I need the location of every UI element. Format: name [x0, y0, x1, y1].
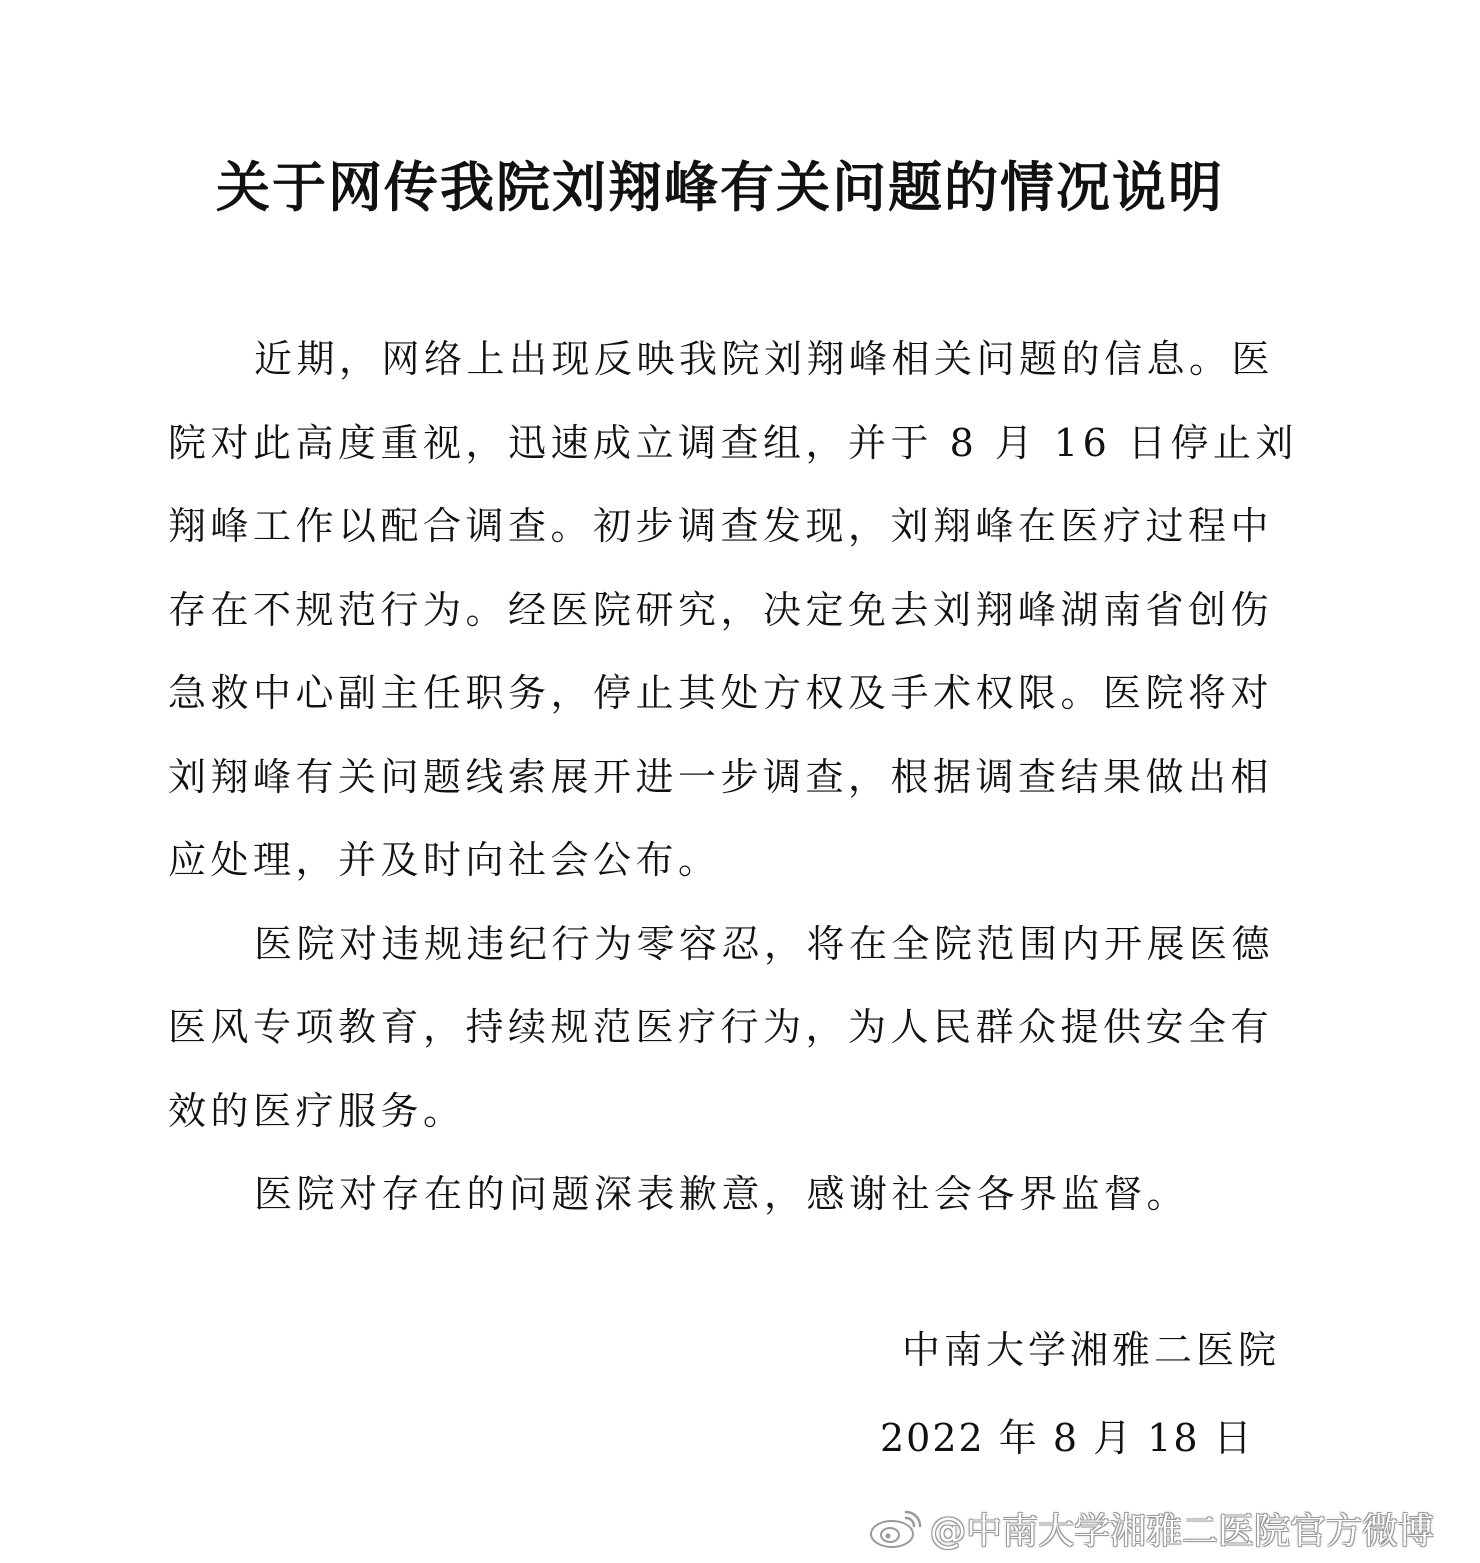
paragraph-1-line-2: 院对此高度重视，迅速成立调查组，并于 8 月 16 日停止刘 — [168, 420, 1298, 465]
paragraph-1-line-5: 急救中心副主任职务，停止其处方权及手术权限。医院将对 — [168, 671, 1274, 715]
paragraph-1-line-1: 近期，网络上出现反映我院刘翔峰相关问题的信息。医 — [254, 337, 1275, 381]
paragraph-2-line-3: 效的医疗服务。 — [168, 1088, 466, 1133]
watermark-text: @中南大学湘雅二医院官方微博 — [930, 1510, 1435, 1552]
document-title: 关于网传我院刘翔峰有关问题的情况说明 — [216, 155, 1224, 219]
weibo-watermark — [868, 1498, 1434, 1558]
paragraph-1-line-7: 应处理，并及时向社会公布。 — [168, 838, 721, 882]
document-body — [168, 318, 1298, 1237]
paragraph-2-line-1: 医院对违规违纪行为零容忍，将在全院范围内开展医德 — [254, 921, 1275, 966]
paragraph-2-line-2: 医风专项教育，持续规范医疗行为，为人民群众提供安全有 — [168, 1005, 1274, 1049]
paragraph-1-line-3: 翔峰工作以配合调查。初步调查发现，刘翔峰在医疗过程中 — [168, 504, 1274, 548]
paragraph-1-line-4: 存在不规范行为。经医院研究，决定免去刘翔峰湖南省创伤 — [168, 587, 1274, 632]
paragraph-1-line-6: 刘翔峰有关问题线索展开进一步调查，根据调查结果做出相 — [168, 754, 1274, 799]
paragraph-3-line-1: 医院对存在的问题深表歉意，感谢社会各界监督。 — [254, 1172, 1190, 1216]
weibo-logo-icon — [868, 1506, 924, 1550]
signature-date: 2022 年 8 月 18 日 — [880, 1416, 1254, 1460]
signature-organization: 中南大学湘雅二医院 — [901, 1328, 1280, 1372]
